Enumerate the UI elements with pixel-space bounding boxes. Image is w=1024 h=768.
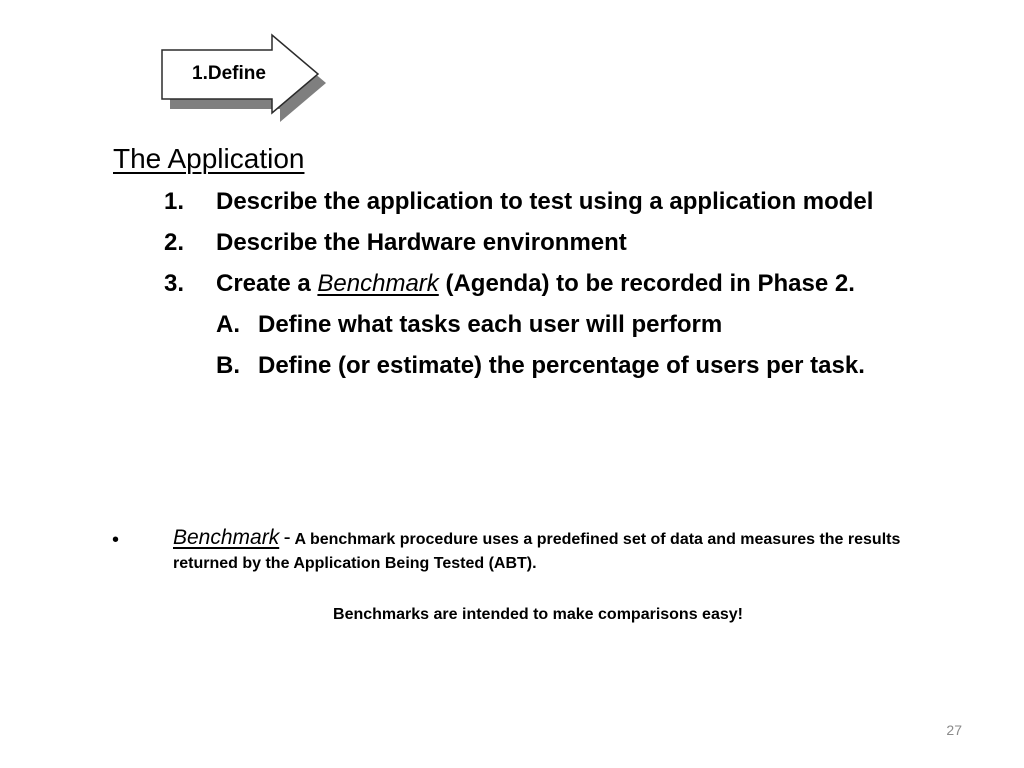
substep-text: Define what tasks each user will perform: [258, 311, 723, 338]
definition-body: [173, 526, 912, 576]
step-text-before: Create a: [216, 270, 311, 297]
comparison-note: Benchmarks are intended to make comparisons easy!: [333, 606, 743, 623]
step-text: Describe the application to test using a application model: [216, 188, 874, 215]
substep-item: [216, 349, 924, 383]
section-heading: The Application: [113, 143, 305, 174]
step-text: [216, 267, 924, 301]
substep-item: [216, 308, 924, 342]
badge-label: 1.Define: [192, 63, 266, 84]
benchmark-term: Benchmark: [317, 270, 439, 297]
step-number: 2.: [164, 229, 185, 256]
step-item: [164, 226, 924, 260]
step-text-after: (Agenda) to be recorded in Phase 2.: [445, 270, 855, 297]
benchmark-definition: [112, 526, 912, 576]
slide-number: 27: [946, 722, 962, 738]
step-number: 1.: [164, 188, 185, 215]
bullet-icon: •: [112, 529, 120, 551]
define-arrow-badge: [160, 33, 330, 123]
step-item: [164, 267, 924, 301]
step-item: [164, 185, 924, 219]
definition-term: Benchmark: [173, 526, 280, 549]
substep-text: Define (or estimate) the percentage of users per task.: [258, 352, 865, 379]
step-text: Describe the Hardware environment: [216, 229, 627, 256]
substep-letter: B.: [216, 352, 240, 379]
substep-letter: A.: [216, 311, 240, 338]
definition-text: A benchmark procedure uses a predefined set of data and measures the results returned by the Application Being Tested (ABT).: [173, 531, 901, 572]
step-number: 3.: [164, 270, 185, 297]
steps-list: [164, 185, 924, 390]
substeps-list: [216, 308, 924, 383]
definition-separator: -: [283, 526, 291, 549]
